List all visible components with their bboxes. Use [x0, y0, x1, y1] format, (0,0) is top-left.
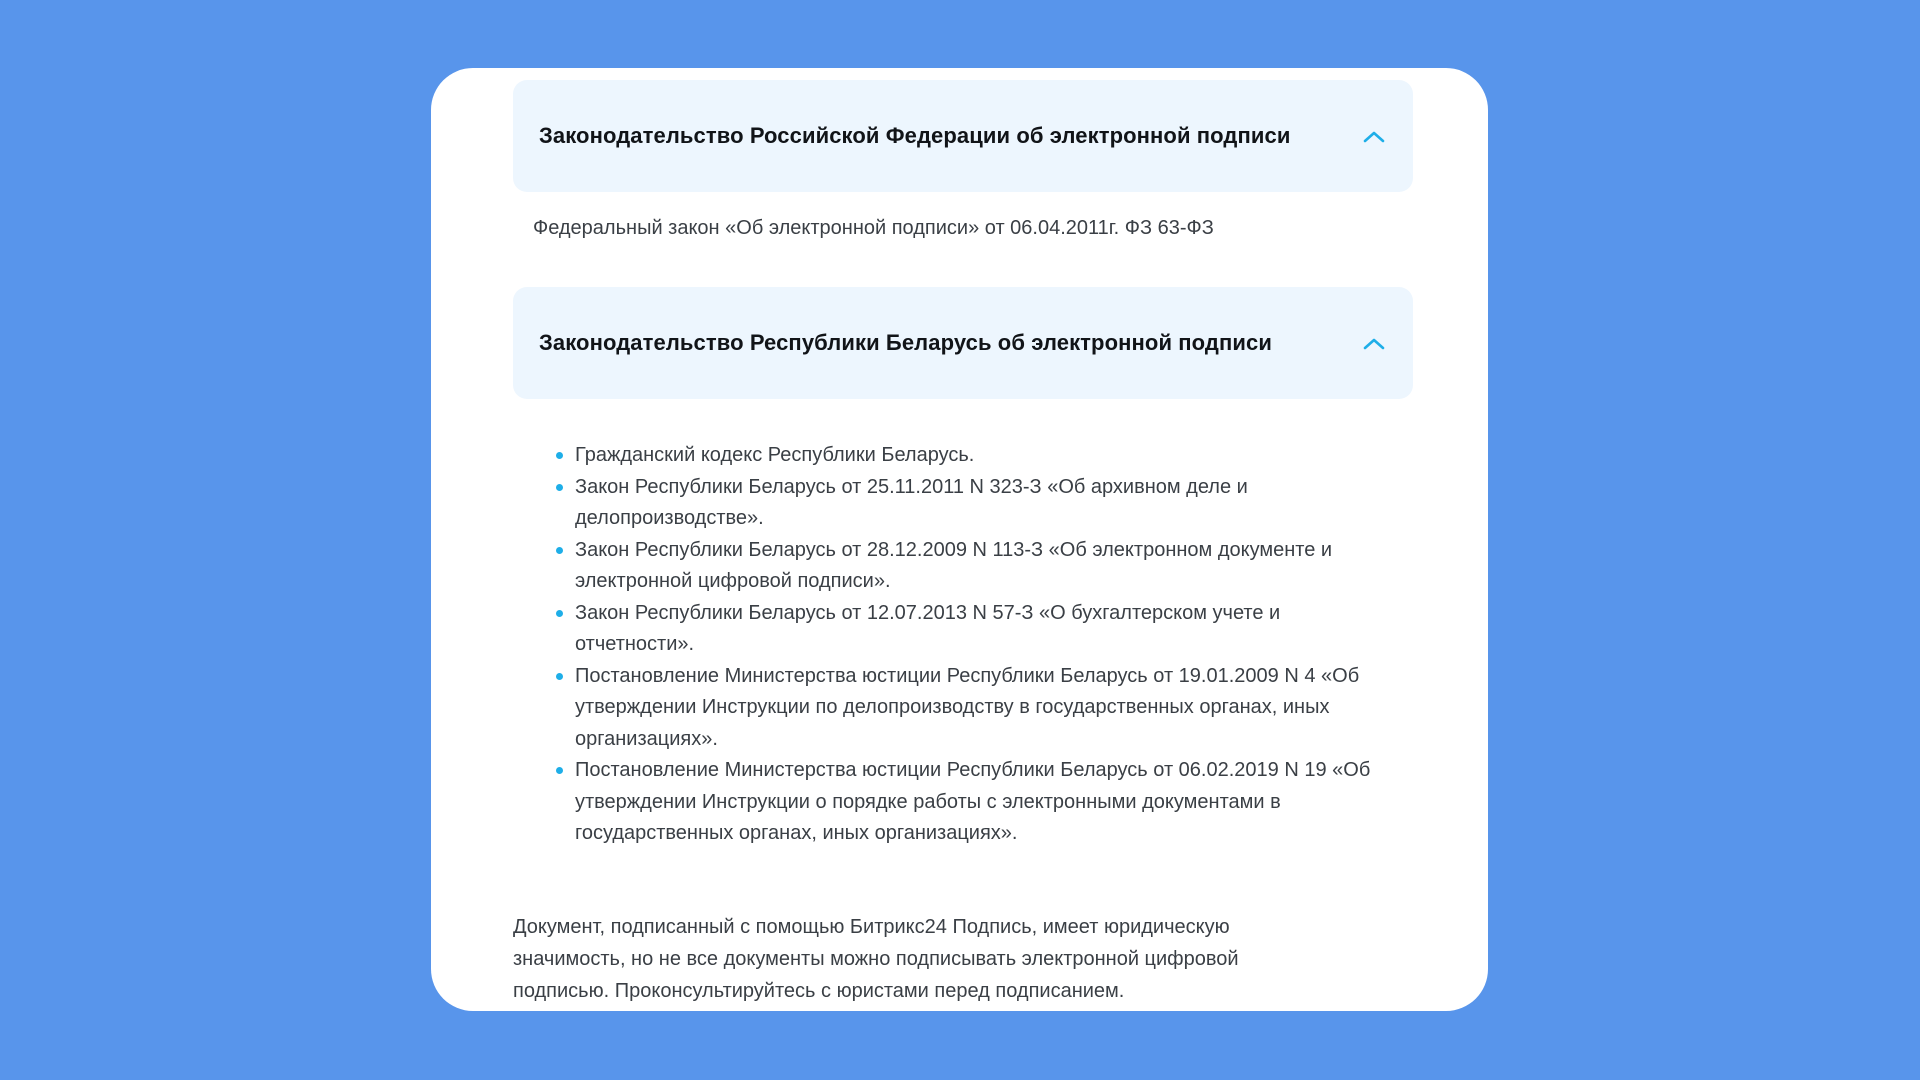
legal-disclaimer: Документ, подписанный с помощью Битрикс24 Подпись, имеет юридическую значимость, но не все документы можно подписывать электронной цифровой подписью. Проконсультируйтесь с юристами перед подписанием. [513, 916, 1239, 1002]
bullet-icon [556, 547, 563, 554]
bullet-icon [556, 673, 563, 680]
content-card [431, 68, 1488, 1011]
accordion-title-rb: Законодательство Республики Беларусь об электронной подписи [539, 330, 1272, 355]
bullet-icon [556, 610, 563, 617]
bullet-icon [556, 767, 563, 774]
list-item: Закон Республики Беларусь от 12.07.2013 N 57-З «О бухгалтерском учете и отчетности». [556, 598, 1386, 661]
accordion-header-rb[interactable] [513, 287, 1413, 399]
accordion-content-rf: Федеральный закон «Об электронной подписи» от 06.04.2011г. ФЗ 63-ФЗ [533, 217, 1214, 239]
chevron-up-icon[interactable] [1361, 123, 1387, 149]
bullet-icon [556, 484, 563, 491]
list-item: Закон Республики Беларусь от 25.11.2011 N 323-З «Об архивном деле и делопроизводстве». [556, 472, 1386, 535]
accordion-header-rf[interactable] [513, 80, 1413, 192]
chevron-up-icon[interactable] [1361, 330, 1387, 356]
list-item: Постановление Министерства юстиции Республики Беларусь от 06.02.2019 N 19 «Об утверждении Инструкции о порядке работы с электронными документами в государственных органах, иных организациях». [556, 755, 1386, 850]
accordion-title-rf: Законодательство Российской Федерации об электронной подписи [539, 123, 1291, 148]
law-list-rb [556, 440, 1386, 850]
list-item: Постановление Министерства юстиции Республики Беларусь от 19.01.2009 N 4 «Об утверждении Инструкции по делопроизводству в государственных органах, иных организациях». [556, 661, 1386, 756]
list-item: Закон Республики Беларусь от 28.12.2009 N 113-З «Об электронном документе и электронной цифровой подписи». [556, 535, 1386, 598]
bullet-icon [556, 452, 563, 459]
list-item: Гражданский кодекс Республики Беларусь. [556, 440, 1386, 472]
